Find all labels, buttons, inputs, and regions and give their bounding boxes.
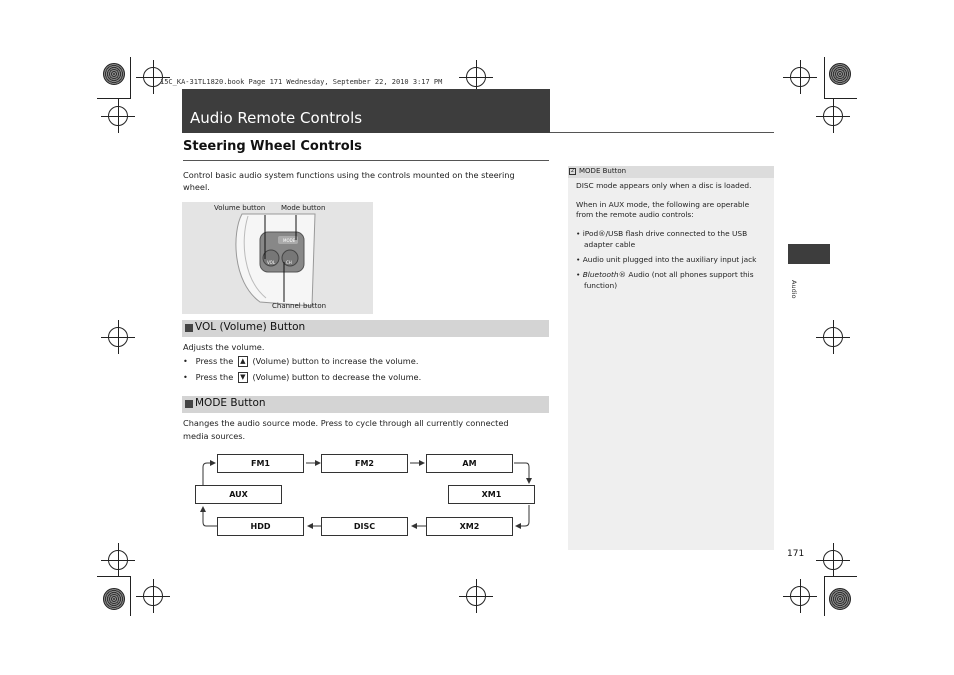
flow-box-am: AM — [426, 454, 513, 473]
bullet-post: (Volume) button to decrease the volume. — [252, 372, 422, 382]
vol-description: Adjusts the volume. — [183, 342, 265, 352]
page-number: 171 — [787, 549, 805, 559]
registration-mark-icon — [823, 327, 843, 347]
steering-wheel-figure — [182, 202, 373, 314]
target-mark-icon — [829, 63, 851, 85]
flow-box-disc: DISC — [321, 517, 408, 536]
target-mark-icon — [103, 588, 125, 610]
volume-button-label: Volume button — [214, 204, 266, 212]
bullet-dot: • — [183, 372, 188, 382]
registration-mark-icon — [823, 550, 843, 570]
channel-button-label: Channel button — [272, 302, 327, 310]
crop-line — [824, 57, 825, 99]
registration-mark-icon — [108, 327, 128, 347]
sidebar-bullet-3-cont: function) — [584, 281, 618, 290]
target-mark-icon — [829, 588, 851, 610]
svg-text:VOL: VOL — [267, 260, 276, 265]
chapter-tab-label: Audio — [790, 280, 798, 299]
bullet-dot: • — [183, 356, 188, 366]
square-bullet-icon — [185, 324, 193, 332]
registration-mark-icon — [790, 586, 810, 606]
registration-mark-icon — [108, 106, 128, 126]
registration-mark-icon — [466, 67, 486, 87]
flow-box-fm2: FM2 — [321, 454, 408, 473]
steering-wheel-illustration — [182, 202, 373, 314]
target-mark-icon — [103, 63, 125, 85]
volume-down-key-icon: ▼ — [238, 372, 248, 383]
sidebar-bullet-1-cont: adapter cable — [584, 240, 636, 249]
sidebar-line1: DISC mode appears only when a disc is loaded. — [576, 181, 752, 190]
crop-line — [130, 57, 131, 99]
square-bullet-icon — [185, 400, 193, 408]
registration-mark-icon — [466, 586, 486, 606]
svg-text:CH: CH — [286, 260, 292, 265]
section-title: Steering Wheel Controls — [183, 139, 362, 154]
crop-line — [130, 576, 131, 616]
sidebar-bullet-3: • Bluetooth® Audio (not all phones support this — [576, 270, 754, 279]
registration-mark-icon — [790, 67, 810, 87]
intro-text: Control basic audio system functions using the controls mounted on the steering wheel. — [183, 170, 515, 192]
sidebar-heading-text: MODE Button — [579, 167, 627, 175]
section-rule — [183, 160, 549, 161]
crop-line — [824, 98, 857, 99]
chapter-title: Audio Remote Controls — [190, 109, 363, 127]
crop-line — [97, 576, 130, 577]
sidebar-heading — [568, 166, 774, 178]
registration-mark-icon — [143, 586, 163, 606]
print-header-meta: 15C_KA-31TL1820.book Page 171 Wednesday, September 22, 2010 3:17 PM — [160, 78, 443, 86]
vol-section-heading — [182, 320, 549, 337]
mode-description-line2: media sources. — [183, 431, 246, 441]
flow-box-aux: AUX — [195, 485, 282, 504]
flow-box-hdd: HDD — [217, 517, 304, 536]
volume-up-key-icon: ▲ — [238, 356, 248, 367]
registration-mark-icon — [823, 106, 843, 126]
crop-line — [824, 576, 857, 577]
chapter-tab — [788, 244, 830, 264]
crop-line — [97, 98, 130, 99]
chapter-title-bar — [182, 89, 550, 133]
sidebar-bullet-2: • Audio unit plugged into the auxiliary input jack — [576, 255, 757, 264]
flow-box-xm1: XM1 — [448, 485, 535, 504]
sidebar-bullet-1: • iPod®/USB flash drive connected to the USB — [576, 229, 748, 238]
sidebar-note — [568, 166, 774, 550]
bullet-post: (Volume) button to increase the volume. — [252, 356, 419, 366]
svg-text:MODE: MODE — [283, 238, 296, 243]
flow-box-fm1: FM1 — [217, 454, 304, 473]
sidebar-line2: When in AUX mode, the following are operable — [576, 200, 750, 209]
mode-heading-text: MODE Button — [195, 397, 266, 409]
vol-bullet-increase — [183, 356, 418, 367]
registration-mark-icon — [108, 550, 128, 570]
reference-icon: 2 — [570, 168, 575, 174]
sidebar-line3: from the remote audio controls: — [576, 210, 694, 219]
mode-description-line1: Changes the audio source mode. Press to cycle through all currently connected — [183, 418, 509, 428]
vol-heading-text: VOL (Volume) Button — [195, 321, 306, 333]
mode-section-heading — [182, 396, 549, 413]
bullet-pre: Press the — [195, 372, 234, 382]
vol-bullet-decrease — [183, 372, 421, 383]
crop-line — [824, 576, 825, 616]
title-rule — [550, 132, 774, 133]
mode-button-label: Mode button — [281, 204, 326, 212]
flow-box-xm2: XM2 — [426, 517, 513, 536]
bullet-pre: Press the — [195, 356, 234, 366]
